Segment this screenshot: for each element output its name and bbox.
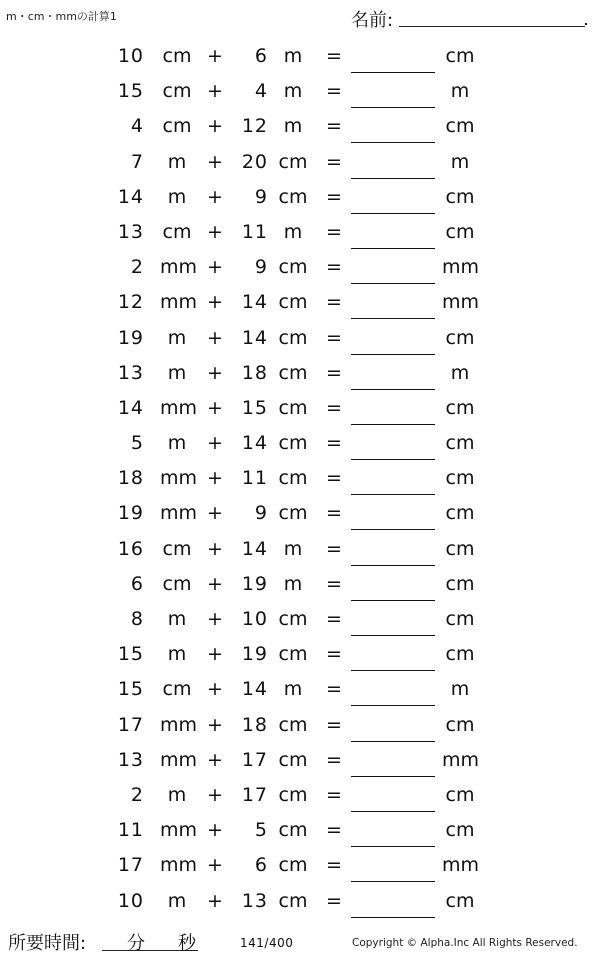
answer-blank[interactable] [351,459,435,460]
first-unit: mm [160,819,198,842]
answer-unit: mm [442,291,480,314]
problem-row [0,109,600,144]
second-unit: cm [278,432,308,455]
answer-blank[interactable] [351,846,435,847]
answer-blank[interactable] [351,107,435,108]
first-number: 19 [117,502,144,525]
plus-sign: + [207,432,223,455]
second-unit: cm [278,361,308,384]
plus-sign: + [207,608,223,630]
first-number: 15 [117,643,144,666]
first-unit: mm [160,396,198,419]
first-unit: mm [160,256,198,279]
problem-row [0,743,600,778]
problem-row [0,884,600,919]
problem-row [0,778,600,813]
answer-unit: cm [445,396,475,419]
equals-sign: = [326,889,342,912]
second-number: 19 [241,572,268,595]
second-number: 14 [241,678,268,701]
equals-sign: = [326,678,342,701]
plus-sign: + [207,502,223,525]
second-number: 17 [241,783,268,806]
second-unit: m [283,45,303,67]
answer-blank[interactable] [351,600,435,601]
second-unit: cm [278,643,308,666]
problem-row [0,602,600,637]
plus-sign: + [207,783,223,806]
equals-sign: = [326,220,342,243]
answer-blank[interactable] [351,565,435,566]
problem-row [0,496,600,531]
first-unit: mm [160,291,198,314]
problem-row [0,532,600,567]
answer-unit: m [450,150,470,173]
second-unit: m [283,572,303,595]
second-number: 13 [241,889,268,912]
second-unit: m [283,220,303,243]
plus-sign: + [207,80,223,103]
answer-unit: cm [445,537,475,560]
second-number: 5 [254,819,268,842]
second-number: 15 [241,396,268,419]
answer-unit: cm [445,45,475,67]
plus-sign: + [207,854,223,877]
equals-sign: = [326,537,342,560]
answer-blank[interactable] [351,318,435,319]
second-number: 6 [254,854,268,877]
equals-sign: = [326,185,342,208]
plus-sign: + [207,572,223,595]
answer-unit: mm [442,854,480,877]
first-unit: cm [162,115,192,138]
plus-sign: + [207,819,223,842]
equals-sign: = [326,432,342,455]
answer-blank[interactable] [351,72,435,73]
second-number: 9 [254,185,268,208]
equals-sign: = [326,467,342,490]
plus-sign: + [207,220,223,243]
first-unit: m [167,432,187,455]
plus-sign: + [207,537,223,560]
first-unit: mm [160,713,198,736]
problem-row [0,708,600,743]
problem-row [0,672,600,707]
answer-blank[interactable] [351,529,435,530]
plus-sign: + [207,889,223,912]
plus-sign: + [207,256,223,279]
second-number: 10 [241,608,268,630]
first-unit: mm [160,748,198,771]
second-number: 11 [241,220,268,243]
answer-unit: cm [445,572,475,595]
first-unit: mm [160,502,198,525]
equals-sign: = [326,783,342,806]
first-number: 19 [117,326,144,349]
second-unit: cm [278,291,308,314]
first-number: 13 [117,748,144,771]
answer-blank[interactable] [351,776,435,777]
second-number: 14 [241,291,268,314]
problem-row [0,813,600,848]
second-unit: cm [278,326,308,349]
answer-unit: cm [445,819,475,842]
plus-sign: + [207,185,223,208]
plus-sign: + [207,115,223,138]
answer-blank[interactable] [351,670,435,671]
second-unit: cm [278,467,308,490]
answer-blank[interactable] [351,389,435,390]
answer-blank[interactable] [351,424,435,425]
plus-sign: + [207,396,223,419]
equals-sign: = [326,854,342,877]
equals-sign: = [326,361,342,384]
problem-row [0,145,600,180]
answer-unit: cm [445,713,475,736]
problem-row [0,567,600,602]
answer-unit: cm [445,185,475,208]
answer-unit: cm [445,502,475,525]
first-number: 14 [117,185,144,208]
second-number: 14 [241,432,268,455]
first-unit: m [167,643,187,666]
first-number: 13 [117,220,144,243]
answer-blank[interactable] [351,741,435,742]
first-unit: mm [160,467,198,490]
answer-blank[interactable] [351,283,435,284]
answer-unit: cm [445,115,475,138]
equals-sign: = [326,819,342,842]
first-number: 10 [117,889,144,912]
plus-sign: + [207,291,223,314]
second-unit: cm [278,502,308,525]
footer [0,928,600,957]
second-number: 9 [254,256,268,279]
answer-unit: cm [445,643,475,666]
first-unit: mm [160,854,198,877]
plus-sign: + [207,467,223,490]
answer-blank[interactable] [351,705,435,706]
name-field[interactable] [351,6,589,30]
equals-sign: = [326,115,342,138]
first-unit: m [167,185,187,208]
first-number: 10 [117,45,144,67]
plus-sign: + [207,678,223,701]
second-unit: m [283,80,303,103]
first-number: 6 [130,572,144,595]
copyright-notice: Copyright © Alpha.Inc All Rights Reserved. [352,937,578,949]
second-number: 6 [254,45,268,67]
first-number: 14 [117,396,144,419]
second-unit: m [283,537,303,560]
plus-sign: + [207,45,223,67]
time-taken-label: 所要時間: [8,933,87,954]
plus-sign: + [207,713,223,736]
first-unit: cm [162,537,192,560]
problem-list [0,39,600,919]
second-unit: m [283,115,303,138]
second-unit: cm [278,608,308,630]
problem-row [0,461,600,496]
seconds-label: 秒 [178,933,196,954]
answer-unit: m [450,80,470,103]
answer-unit: cm [445,889,475,912]
name-line-end-dot [585,23,587,25]
first-number: 4 [130,115,144,138]
first-unit: m [167,783,187,806]
plus-sign: + [207,361,223,384]
first-number: 2 [130,256,144,279]
plus-sign: + [207,643,223,666]
answer-unit: mm [442,748,480,771]
equals-sign: = [326,643,342,666]
first-number: 7 [130,150,144,173]
second-unit: cm [278,889,308,912]
answer-unit: cm [445,220,475,243]
first-unit: cm [162,678,192,701]
second-unit: cm [278,256,308,279]
answer-blank[interactable] [351,635,435,636]
first-number: 2 [130,783,144,806]
answer-blank[interactable] [351,248,435,249]
name-label: 名前: [351,10,394,31]
answer-blank[interactable] [351,354,435,355]
answer-unit: mm [442,256,480,279]
equals-sign: = [326,80,342,103]
plus-sign: + [207,150,223,173]
minutes-label: 分 [127,933,145,954]
problem-row [0,215,600,250]
second-number: 12 [241,115,268,138]
first-number: 17 [117,713,144,736]
problem-row [0,426,600,461]
equals-sign: = [326,396,342,419]
problem-row [0,180,600,215]
equals-sign: = [326,326,342,349]
answer-blank[interactable] [351,142,435,143]
second-unit: cm [278,396,308,419]
equals-sign: = [326,713,342,736]
problem-row [0,74,600,109]
problem-row [0,285,600,320]
equals-sign: = [326,291,342,314]
second-number: 11 [241,467,268,490]
answer-blank[interactable] [351,881,435,882]
page-number: 141/400 [240,936,294,950]
first-number: 15 [117,678,144,701]
plus-sign: + [207,748,223,771]
second-unit: cm [278,150,308,173]
answer-unit: m [450,361,470,384]
answer-blank[interactable] [351,178,435,179]
equals-sign: = [326,748,342,771]
answer-unit: cm [445,467,475,490]
answer-unit: cm [445,783,475,806]
second-number: 4 [254,80,268,103]
problem-row [0,39,600,74]
first-unit: m [167,889,187,912]
worksheet-title: m・cm・mmの計算1 [6,10,117,23]
first-number: 5 [130,432,144,455]
first-number: 8 [130,608,144,630]
second-unit: cm [278,185,308,208]
problem-row [0,356,600,391]
answer-blank[interactable] [351,494,435,495]
equals-sign: = [326,608,342,630]
equals-sign: = [326,256,342,279]
name-underline [399,26,585,27]
second-unit: cm [278,713,308,736]
first-unit: m [167,150,187,173]
second-number: 18 [241,361,268,384]
second-number: 19 [241,643,268,666]
answer-blank[interactable] [351,811,435,812]
second-unit: cm [278,819,308,842]
first-unit: cm [162,572,192,595]
second-number: 9 [254,502,268,525]
first-unit: m [167,608,187,630]
first-unit: cm [162,45,192,67]
problem-row [0,250,600,285]
answer-unit: m [450,678,470,701]
second-number: 17 [241,748,268,771]
first-unit: m [167,326,187,349]
first-number: 16 [117,537,144,560]
equals-sign: = [326,502,342,525]
first-number: 12 [117,291,144,314]
answer-unit: cm [445,608,475,630]
second-number: 20 [241,150,268,173]
second-unit: cm [278,748,308,771]
first-unit: cm [162,80,192,103]
plus-sign: + [207,326,223,349]
problem-row [0,637,600,672]
first-number: 17 [117,854,144,877]
first-number: 13 [117,361,144,384]
equals-sign: = [326,45,342,67]
second-unit: m [283,678,303,701]
second-number: 14 [241,537,268,560]
equals-sign: = [326,150,342,173]
first-number: 15 [117,80,144,103]
first-number: 18 [117,467,144,490]
answer-unit: cm [445,326,475,349]
second-number: 18 [241,713,268,736]
first-number: 11 [117,819,144,842]
first-unit: m [167,361,187,384]
equals-sign: = [326,572,342,595]
answer-blank[interactable] [351,917,435,918]
answer-blank[interactable] [351,213,435,214]
problem-row [0,391,600,426]
second-unit: cm [278,783,308,806]
first-unit: cm [162,220,192,243]
second-number: 14 [241,326,268,349]
answer-unit: cm [445,432,475,455]
second-unit: cm [278,854,308,877]
problem-row [0,321,600,356]
problem-row [0,848,600,883]
